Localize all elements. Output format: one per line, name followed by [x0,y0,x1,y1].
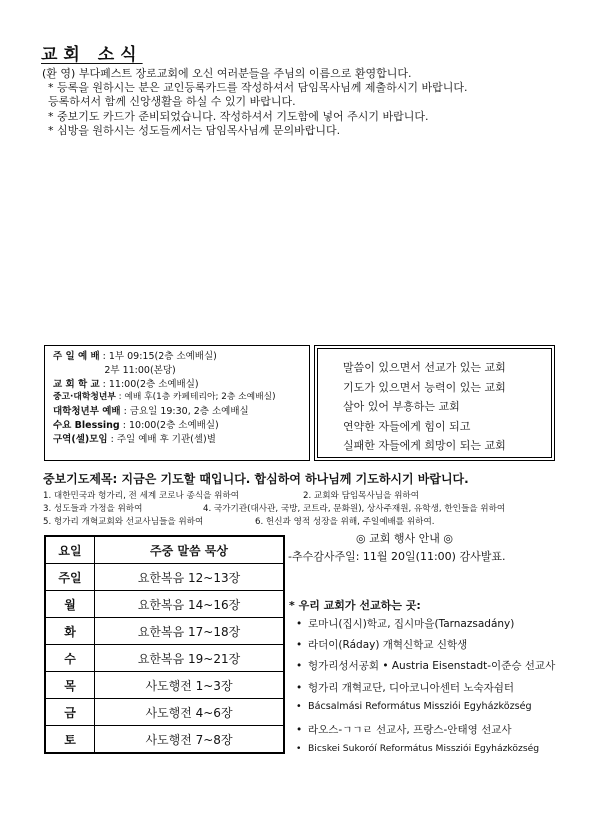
reading-cell: 사도행전 4~6장 [95,699,285,726]
bullet-icon: • [296,724,303,736]
prayer-item: 1. 대한민국과 헝가리, 전 세계 코로나 종식을 위하여 [43,491,240,501]
mission-item: • 헝가리성서공회 • Austria Eisenstadt-이준승 선교사 [296,660,556,672]
missions-title: * 우리 교회가 선교하는 곳: [289,599,421,612]
prayer-item: 6. 헌신과 영적 성장을 위해, 주일예배를 위하여. [255,517,435,527]
weekly-reading-table [44,535,285,754]
day-cell: 금 [45,699,95,726]
prayer-item: 3. 성도들과 가정을 위하여 [43,504,143,514]
bullet-icon: • [296,618,303,630]
worship-schedule-box [44,345,310,461]
mission-item: • 라더이(Ráday) 개혁신학교 신학생 [296,639,468,651]
schedule-row: 수요 Blessing : 10:00(2층 소예배실) [53,419,219,431]
day-cell: 화 [45,618,95,645]
reading-cell: 요한복음 14~16장 [95,591,285,618]
bullet-icon: • [296,660,303,672]
mission-item: • Bácsalmási Református Missziói Egyházközség [296,701,532,712]
motto-line: 실패한 자들에게 희망이 되는 교회 [343,439,506,453]
day-cell: 주일 [45,564,95,591]
day-cell: 토 [45,726,95,754]
day-cell: 목 [45,672,95,699]
table-row [45,564,284,591]
table-row [45,699,284,726]
reading-cell: 사도행전 1~3장 [95,672,285,699]
prayer-item: 5. 헝가리 개혁교회와 선교사님들을 위하여 [43,517,204,527]
table-row [45,672,284,699]
page-title: 교회 소식 [41,45,143,65]
day-cell: 월 [45,591,95,618]
schedule-row: 교 회 학 교 : 11:00(2층 소예배실) [53,378,199,390]
table-row [45,645,284,672]
reading-cell: 사도행전 7~8장 [95,726,285,754]
table-row [45,591,284,618]
thanksgiving-notice: -추수감사주일: 11월 20일(11:00) 감사발표. [288,550,506,563]
schedule-row: 대학청년부 예배 : 금요일 19:30, 2층 소예배실 [53,406,249,418]
welcome-bullet: * 중보기도 카드가 준비되었습니다. 작성하셔서 기도함에 넣어 주시기 바랍니다. [48,110,429,123]
motto-line: 기도가 있으면서 능력이 있는 교회 [343,380,506,394]
motto-line: 말씀이 있으면서 선교가 있는 교회 [343,361,506,374]
header-reading: 주중 말씀 묵상 [95,536,285,564]
mission-item: • 헝가리 개혁교단, 디아코니아센터 노숙자쉼터 [296,682,515,694]
schedule-row: 주 일 예 배 : 1부 09:15(2층 소예배실) [53,351,217,362]
prayer-topics-title: 중보기도제목: 지금은 기도할 때입니다. 합심하여 하나님께 기도하시기 바랍니다. [43,472,469,486]
table-row [45,726,284,754]
mission-item: • 라오스-ㄱㄱㄹ 선교사, 프랑스-안태영 선교사 [296,724,512,736]
prayer-item: 2. 교회와 담임목사님을 위하여 [303,491,420,501]
day-cell: 수 [45,645,95,672]
bullet-icon: • [296,682,303,694]
motto-line: 연약한 자들에게 힘이 되고 [343,419,471,433]
table-header-row [45,536,284,564]
church-motto-box [314,345,555,461]
bullet-icon: • [296,701,302,712]
table-row [45,618,284,645]
reading-cell: 요한복음 19~21장 [95,645,285,672]
header-day: 요일 [45,536,95,564]
schedule-row: 중고·대학청년부 : 예배 후(1층 카페테리아; 2층 소예배실) [53,392,276,403]
events-title: ◎ 교회 행사 안내 ◎ [356,532,453,545]
motto-line: 살아 있어 부흥하는 교회 [343,400,460,414]
reading-cell: 요한복음 17~18장 [95,618,285,645]
welcome-bullet: 등록하셔서 함께 신앙생활을 하실 수 있기 바랍니다. [48,95,296,108]
welcome-bullet: * 등록을 원하시는 분은 교인등록카드를 작성하셔서 담임목사님께 제출하시기 바랍니다. [48,81,468,94]
schedule-row: 2부 11:00(본당) [53,364,176,376]
schedule-row: 구역(셀)모임 : 주일 예배 후 기관(셀)별 [53,433,216,445]
mission-item: • Bicskei Sukoróí Református Missziói Egyházközség [296,743,540,754]
mission-item: • 로마니(집시)학교, 집시마을(Tarnazsadány) [296,618,515,630]
bullet-icon: • [296,639,303,651]
reading-cell: 요한복음 12~13장 [95,564,285,591]
welcome-bullet: * 심방을 원하시는 성도들께서는 담임목사님께 문의바랍니다. [48,124,341,137]
prayer-item: 4. 국가기관(대사관, 국방, 코트라, 문화원), 상사주재원, 유학생, 한인들을 위하여 [203,504,506,514]
bullet-icon: • [296,743,302,754]
welcome-line: (환 영) 부다페스트 장로교회에 오신 여러분들을 주님의 이름으로 환영합니다. [42,67,412,80]
